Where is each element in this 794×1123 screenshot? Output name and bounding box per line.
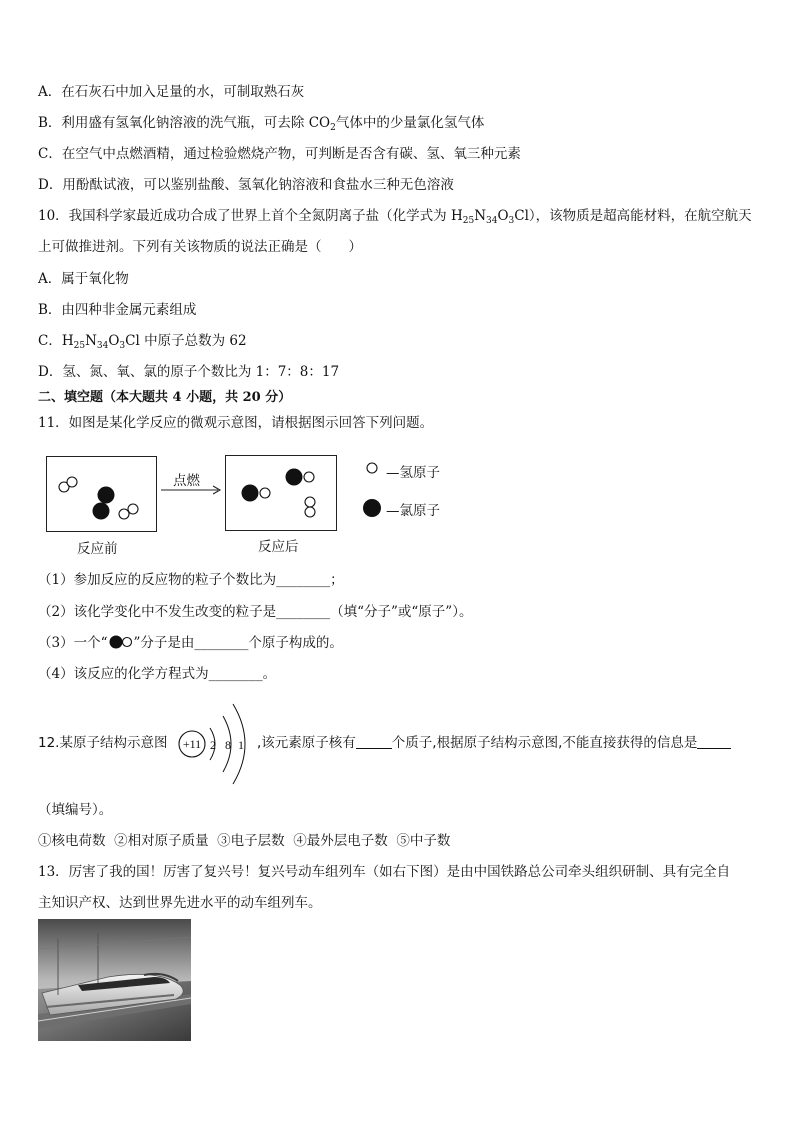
before-molecules-graphic: [47, 457, 156, 531]
q10-stem-line2: 上可做推进剂。下列有关该物质的说法正确是（ ）: [38, 239, 362, 255]
legend-symbols: [362, 460, 386, 520]
q13-line1: 13．厉害了我的国！厉害了复兴号！复兴号动车组列车（如右下图）是由中国铁路总公司牵头组织研制、具有完全自: [38, 864, 731, 880]
q11-sub3: （3）一个“ ”分子是由________个原子构成的。: [38, 635, 343, 651]
q12-line2: （填编号）。: [38, 802, 113, 818]
q9-option-b: B．利用盛有氢氧化钠溶液的洗气瓶，可去除 $CO_2$气体中的少量氯化氢气体: [38, 115, 485, 133]
hcl-molecule-icon: [108, 635, 134, 649]
q10-option-b: B．由四种非金属元素组成: [38, 302, 197, 318]
shell-3-count: 1: [238, 738, 244, 752]
after-reaction-box: [225, 455, 337, 531]
q11-sub2: （2）该化学变化中不发生改变的粒子是________（填“分子”或“原子”）。: [38, 604, 473, 620]
q9-option-a: A．在石灰石中加入足量的水，可制取熟石灰: [38, 84, 305, 100]
q9-option-c: C．在空气中点燃酒精，通过检验燃烧产物，可判断是否含有碳、氢、氧三种元素: [38, 146, 521, 162]
arrow-condition-label: 点燃: [173, 473, 200, 489]
shell-2-count: 8: [225, 738, 231, 752]
q11-sub4: （4）该反应的化学方程式为________。: [38, 666, 277, 682]
q11-sub1: （1）参加反应的反应物的粒子个数比为________；: [38, 572, 344, 588]
q9-option-d: D．用酚酞试液，可以鉴别盐酸、氢氧化钠溶液和食盐水三种无色溶液: [38, 177, 454, 193]
legend-chlorine: —氯原子: [386, 503, 440, 519]
nucleus-charge: +11: [182, 737, 202, 751]
before-label: 反应前: [77, 541, 118, 557]
legend-hydrogen: —氢原子: [386, 465, 440, 481]
q12-options: ①核电荷数 ②相对原子质量 ③电子层数 ④最外层电子数 ⑤中子数: [38, 833, 451, 849]
section-title: 二、填空题（本大题共 4 小题，共 20 分）: [38, 390, 292, 405]
q12-lead: 12.某原子结构示意图: [38, 735, 168, 751]
q12-blank-2[interactable]: [697, 734, 731, 749]
q12-blank-1[interactable]: [356, 734, 392, 749]
q10-option-a: A．属于氧化物: [38, 271, 129, 287]
q12-question: ,该元素原子核有 个质子,根据原子结构示意图,不能直接获得的信息是: [257, 733, 731, 753]
high-speed-train-photo: [38, 919, 191, 1041]
atom-structure-diagram: [175, 698, 257, 790]
q10-option-c: C．$H_{25}N_{34}O_3Cl$ 中原子总数为 62: [38, 333, 247, 351]
q11-stem: 11．如图是某化学反应的微观示意图，请根据图示回答下列问题。: [38, 415, 434, 431]
q10-stem-line1: 10．我国科学家最近成功合成了世界上首个全氮阴离子盐（化学式为 $H_{25}N_{34}O_3Cl$），该物质是超高能材料，在航空航天: [38, 208, 752, 226]
after-label: 反应后: [258, 539, 299, 555]
q13-line2: 主知识产权、达到世界先进水平的动车组列车。: [38, 895, 322, 911]
q10-option-d: D．氢、氮、氧、氯的原子个数比为 1：7：8：17: [38, 364, 340, 380]
reaction-arrow: [160, 484, 224, 496]
shell-1-count: 2: [210, 738, 216, 752]
before-reaction-box: [46, 456, 157, 532]
after-molecules-graphic: [226, 456, 336, 530]
